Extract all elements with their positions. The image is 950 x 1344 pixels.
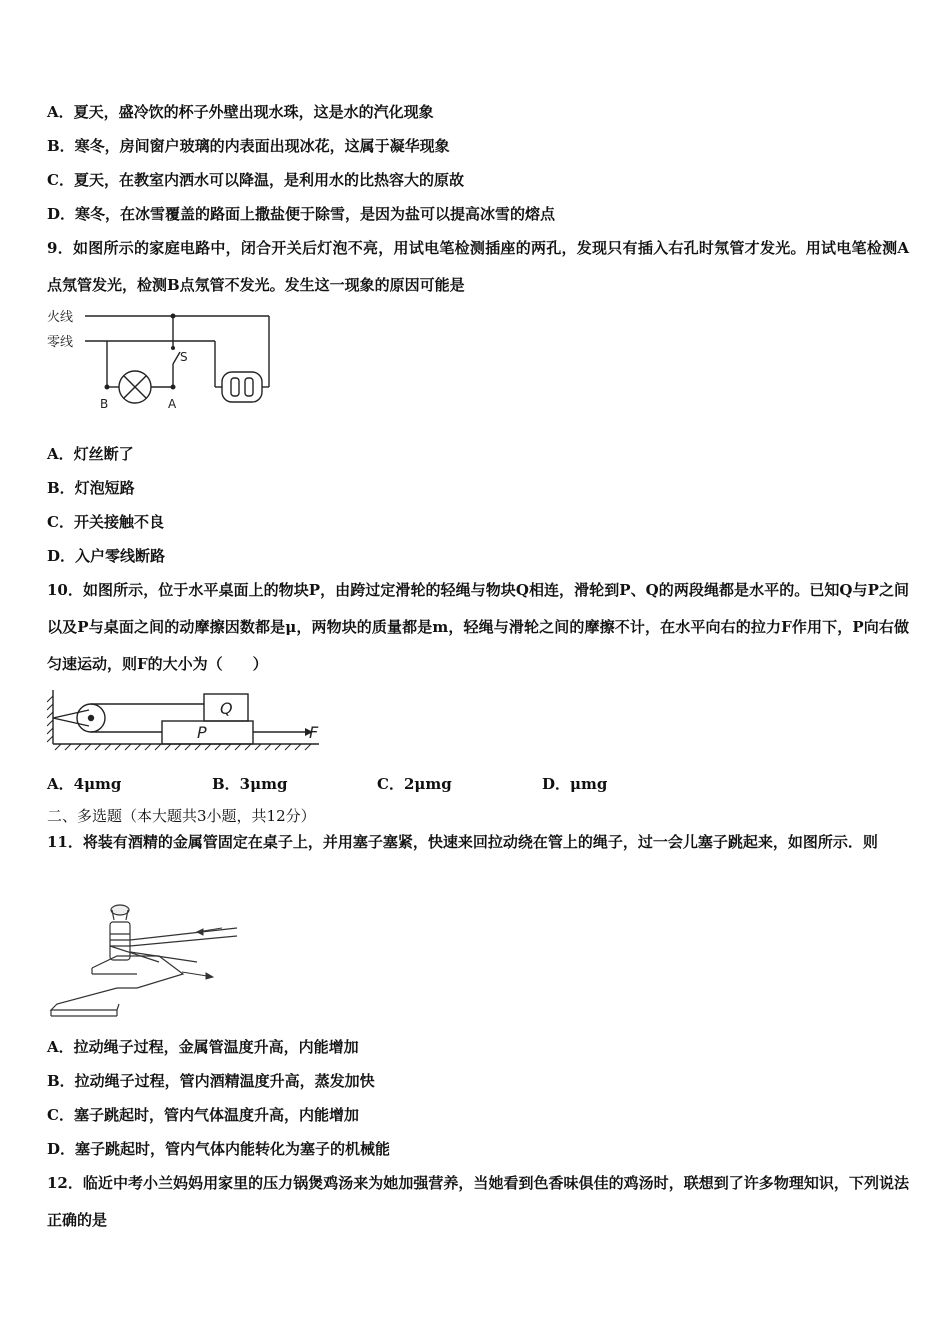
- neutral-wire-label: 零线: [47, 335, 74, 350]
- section-title: 二、多选题（本大题共3小题，共12分）: [47, 807, 316, 825]
- q9-option-b: B．灯泡短路: [47, 479, 135, 497]
- q10-option-d: D．μmg: [542, 775, 608, 793]
- q8-option-a: A．夏天，盛冷饮的杯子外壁出现水珠，这是水的汽化现象: [47, 103, 434, 121]
- q11-option-c: C．塞子跳起时，管内气体温度升高，内能增加: [47, 1106, 359, 1124]
- q10-stem: 10．如图所示，位于水平桌面上的物块P，由跨过定滑轮的轻绳与物块Q相连，滑轮到P、Q的两段绳都是水平的。已知Q与P之间以及P与桌面之间的动摩擦因数都是μ，两物块的质量都是m，轻绳与滑轮之间的摩擦不计，在水平向右的拉力F作用下，P向右做匀速运动，则F的大小为（ ）: [47, 581, 909, 673]
- q10-pulley-diagram: [47, 688, 327, 754]
- q9-option-a: A．灯丝断了: [47, 445, 134, 463]
- q9-stem: 9．如图所示的家庭电路中，闭合开关后灯泡不亮，用试电笔检测插座的两孔，发现只有插入右孔时氖管才发光。用试电笔检测A点氖管发光，检测B点氖管不发光。发生这一现象的原因可能是: [47, 239, 909, 294]
- q8-option-b: B．寒冬，房间窗户玻璃的内表面出现冰花，这属于凝华现象: [47, 137, 450, 155]
- socket-icon: [222, 372, 262, 402]
- q10-option-c: C．2μmg: [377, 775, 452, 793]
- point-b-label: B: [100, 397, 109, 411]
- q11-tube-diagram: [47, 900, 247, 1020]
- q11-option-d: D．塞子跳起时，管内气体内能转化为塞子的机械能: [47, 1140, 391, 1158]
- live-wire-label: 火线: [47, 310, 74, 325]
- metal-tube-icon: [110, 922, 130, 960]
- q11-option-a: A．拉动绳子过程，金属管温度升高，内能增加: [47, 1038, 359, 1056]
- point-a-label: A: [168, 397, 177, 411]
- force-f-label: F: [309, 723, 319, 742]
- q11-option-b: B．拉动绳子过程，管内酒精温度升高，蒸发加快: [47, 1072, 375, 1090]
- q11-stem: 11．将装有酒精的金属管固定在桌子上，并用塞子塞紧，快速来回拉动绕在管上的绳子，过一会儿塞子跳起来，如图所示．则: [47, 833, 878, 851]
- block-p: [162, 721, 253, 744]
- block-q-label: Q: [220, 699, 233, 718]
- q9-circuit-diagram: [47, 306, 277, 414]
- q9-option-c: C．开关接触不良: [47, 513, 164, 531]
- q10-option-a: A．4μmg: [47, 775, 122, 793]
- stopper-icon: [111, 905, 129, 915]
- q8-option-c: C．夏天，在教室内洒水可以降温，是利用水的比热容大的原故: [47, 171, 464, 189]
- block-p-label: P: [197, 723, 207, 742]
- q9-option-d: D．入户零线断路: [47, 547, 166, 565]
- switch-label: S: [180, 350, 188, 364]
- q8-option-d: D．寒冬，在冰雪覆盖的路面上撒盐便于除雪，是因为盐可以提高冰雪的熔点: [47, 205, 556, 223]
- q12-stem: 12．临近中考小兰妈妈用家里的压力锅煲鸡汤来为她加强营养，当她看到色香味俱佳的鸡汤时，联想到了许多物理知识，下列说法正确的是: [47, 1174, 909, 1229]
- q10-option-b: B．3μmg: [212, 775, 288, 793]
